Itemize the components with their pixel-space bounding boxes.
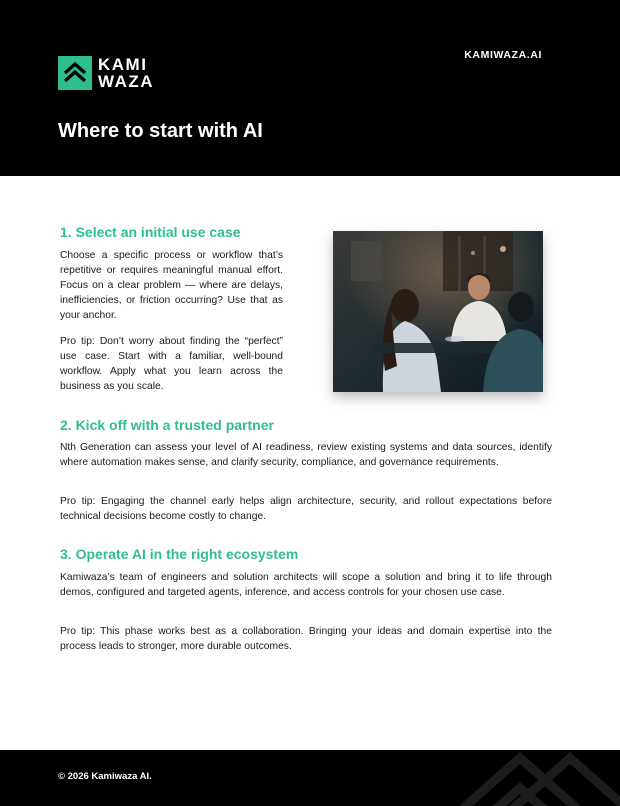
section-1-body: Choose a specific process or workflow that’s repetitive or requires meaningful manual effort. Focus on a clear problem — where are delays, inefficiencies, or friction occurring? Use that as your anchor. (60, 250, 283, 321)
copyright-text: © 2026 Kamiwaza AI. (58, 771, 152, 782)
page-footer (0, 750, 620, 806)
section-2-body: Nth Generation can assess your level of AI readiness, review existing systems and data sources, identify where automation makes sense, and clarify security, compliance, and governance requirements. (60, 442, 552, 468)
logo-wordmark (98, 56, 154, 90)
page-header (0, 0, 620, 176)
section-3-heading: 3. Operate AI in the right ecosystem (60, 546, 299, 562)
footer-chevron-pattern-icon (440, 750, 620, 806)
section-2-tip: Pro tip: Engaging the channel early helps align architecture, security, and rollout expectations before technical decisions become costly to change. (60, 496, 552, 522)
section-1-tip: Pro tip: Don’t worry about finding the “perfect” use case. Start with a familiar, well-bound workflow. Apply what you learn across the business as you scale. (60, 336, 283, 392)
kamiwaza-logo[interactable] (58, 56, 154, 90)
logo-chevron-icon (58, 56, 92, 90)
logo-line-1: KAMI (98, 55, 148, 74)
page-title: Where to start with AI (58, 120, 263, 142)
section-3-tip: Pro tip: This phase works best as a collaboration. Bringing your ideas and domain expertise into the process leads to stronger, more durable outcomes. (60, 626, 552, 652)
site-url-link[interactable]: KAMIWAZA.AI (464, 49, 542, 61)
logo-line-2: WAZA (98, 72, 155, 91)
section-2-heading: 2. Kick off with a trusted partner (60, 417, 274, 433)
section-1-heading: 1. Select an initial use case (60, 224, 241, 240)
section-3-body: Kamiwaza’s team of engineers and solution architects will scope a solution and bring it to life through demos, configured and targeted agents, inference, and access controls for your chosen use case. (60, 572, 552, 598)
meeting-photo (333, 231, 543, 392)
